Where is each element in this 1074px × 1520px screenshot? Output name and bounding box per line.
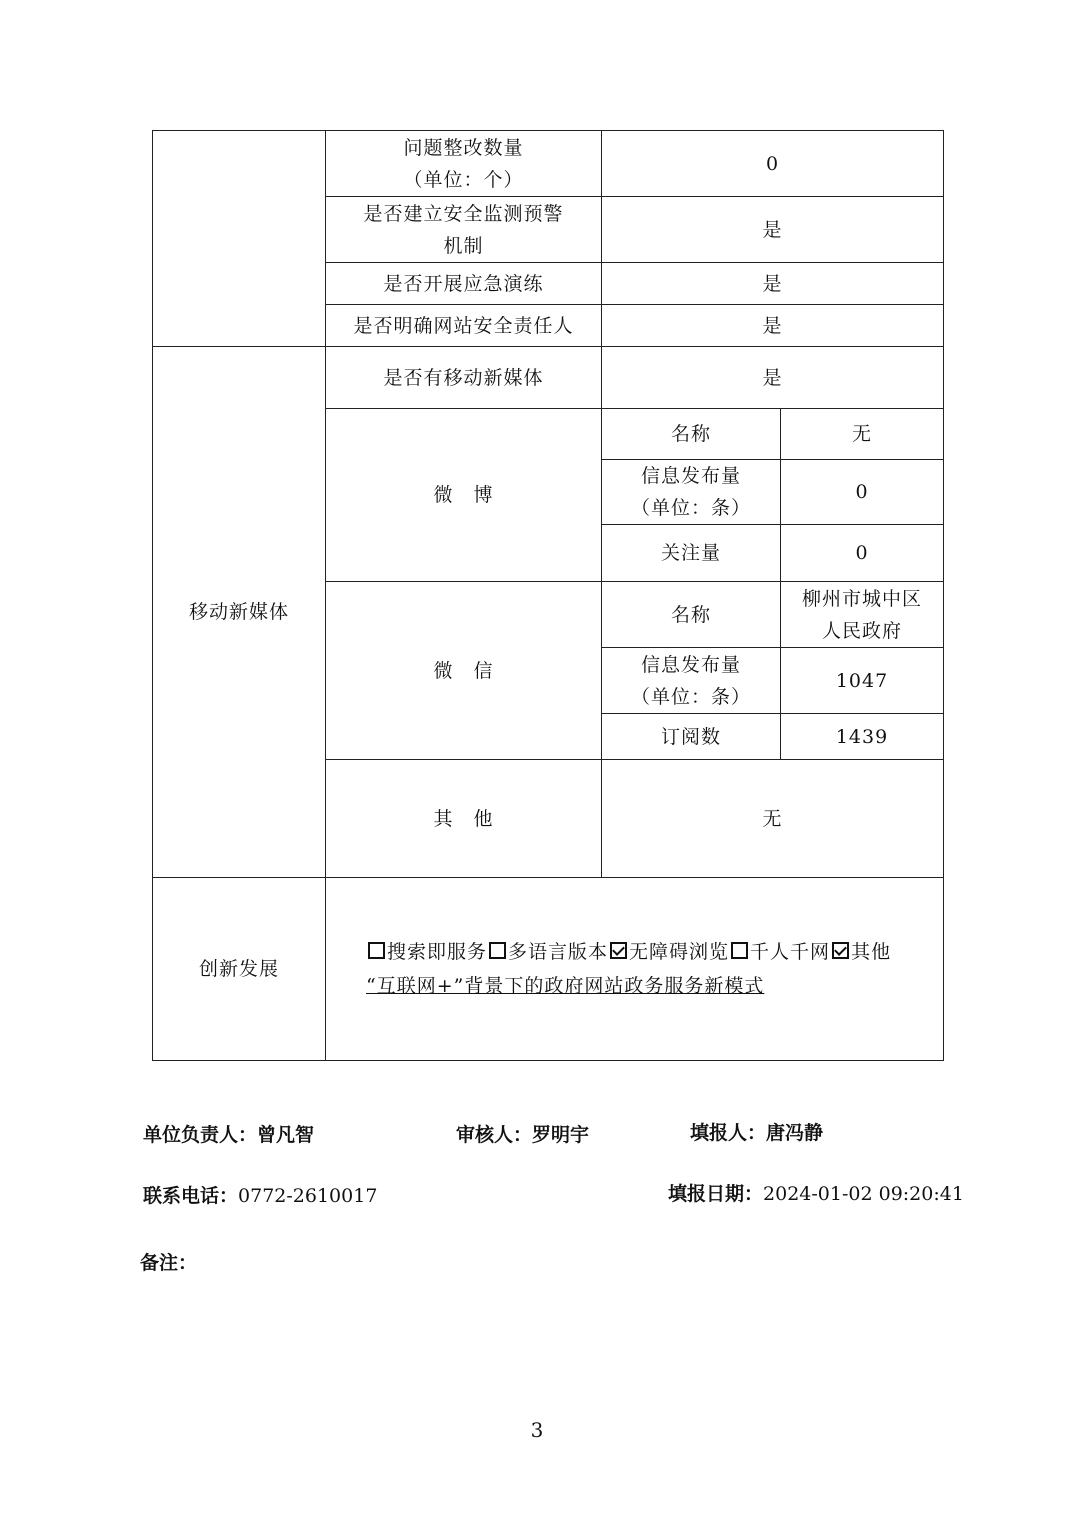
checkbox-accessibility[interactable] [610, 942, 627, 959]
wechat-posts-label: 信息发布量 （单位：条） [602, 648, 781, 714]
checkbox-other[interactable] [832, 942, 849, 959]
other-media-value: 无 [602, 760, 944, 878]
reviewer: 审核人：罗明宇 [456, 1124, 590, 1146]
wechat-name-value: 柳州市城中区 人民政府 [781, 582, 944, 648]
monitoring-label: 是否建立安全监测预警 机制 [326, 197, 602, 263]
other-media-label: 其 他 [326, 760, 602, 878]
remarks-label: 备注： [140, 1252, 198, 1274]
weibo-posts-value: 0 [781, 460, 944, 525]
weibo-name-value: 无 [781, 409, 944, 460]
weibo-name-label: 名称 [602, 409, 781, 460]
option-label: 无障碍浏览 [629, 941, 730, 963]
wechat-name-label: 名称 [602, 582, 781, 648]
option-label: 千人千网 [750, 941, 831, 963]
weibo-followers-value: 0 [781, 525, 944, 582]
option-label: 搜索即服务 [387, 941, 488, 963]
issues-fixed-label: 问题整改数量 （单位：个） [326, 131, 602, 197]
checkbox-search-service[interactable] [368, 942, 385, 959]
drill-value: 是 [602, 263, 944, 305]
wechat-posts-value: 1047 [781, 648, 944, 714]
innovation-section-label: 创新发展 [153, 878, 326, 1061]
issues-fixed-value: 0 [602, 131, 944, 197]
monitoring-value: 是 [602, 197, 944, 263]
option-label: 其他 [851, 941, 892, 963]
wechat-subscribers-label: 订阅数 [602, 714, 781, 760]
checkbox-multilingual[interactable] [489, 942, 506, 959]
option-label: 多语言版本 [508, 941, 609, 963]
weibo-posts-label: 信息发布量 （单位：条） [602, 460, 781, 525]
checkbox-personalized[interactable] [731, 942, 748, 959]
weibo-followers-label: 关注量 [602, 525, 781, 582]
wechat-subscribers-value: 1439 [781, 714, 944, 760]
responsible-label: 是否明确网站安全责任人 [326, 305, 602, 347]
other-innovation-text: “互联网+”背景下的政府网站政务服务新模式 [366, 975, 765, 997]
filler: 填报人：唐冯静 [690, 1122, 824, 1144]
security-section-cell [153, 131, 326, 347]
wechat-label: 微 信 [326, 582, 602, 760]
innovation-options [326, 878, 944, 1061]
has-media-label: 是否有移动新媒体 [326, 347, 602, 409]
has-media-value: 是 [602, 347, 944, 409]
unit-head: 单位负责人：曾凡智 [143, 1124, 315, 1146]
innovation-checkbox-row [366, 935, 943, 969]
weibo-label: 微 博 [326, 409, 602, 582]
drill-label: 是否开展应急演练 [326, 263, 602, 305]
fill-date: 填报日期：2024-01-02 09:20:41 [668, 1183, 964, 1205]
responsible-value: 是 [602, 305, 944, 347]
contact-phone: 联系电话：0772-2610017 [143, 1185, 378, 1207]
report-table [152, 130, 944, 1061]
mobile-media-section-label: 移动新媒体 [153, 347, 326, 878]
page-number: 3 [530, 1418, 544, 1442]
